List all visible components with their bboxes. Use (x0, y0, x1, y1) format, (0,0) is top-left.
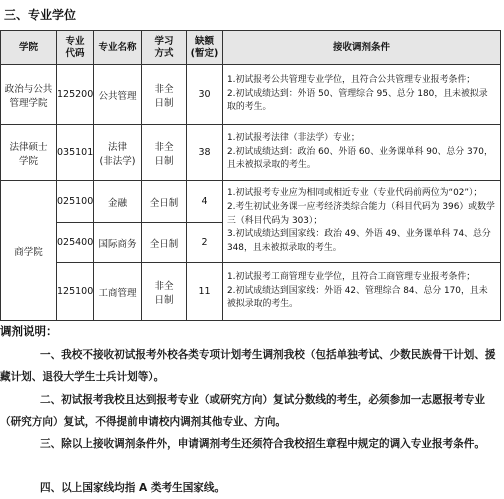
conditions-cell (223, 263, 501, 321)
header-name: 专业名称 (94, 31, 142, 65)
header-college: 学院 (1, 31, 57, 65)
condition-line: 1.初试报考公共管理专业学位，且符合公共管理专业报考条件； (227, 74, 476, 85)
note-item: 三、除以上接收调剂条件外，申请调剂考生还须符合我校招生章程中规定的调入专业报考条件。 (40, 438, 485, 450)
table-row (1, 263, 501, 321)
note-item: 二、初试报考我校且达到报考专业（或研究方向）复试分数线的考生，必须参加一志愿报考专业（研究方向）复试，不得提前申请校内调剂其他专业、方向。 (0, 394, 485, 428)
adjustment-table (0, 30, 501, 321)
conditions-cell (223, 181, 501, 263)
conditions-cell (223, 125, 501, 181)
vacancy-cell: 11 (187, 263, 223, 321)
condition-line: 2.考生初试业务课一应考经济类综合能力（科目代码为 396）或数学三（科目代码为 303）； (227, 201, 495, 226)
mode-cell: 全日制 (142, 223, 187, 263)
mode-cell: 非全 日制 (142, 263, 187, 321)
name-cell: 国际商务 (94, 223, 142, 263)
code-cell: 125200 (57, 65, 94, 125)
table-row (1, 181, 501, 223)
notes-title: 调剂说明： (0, 324, 58, 338)
header-code: 专业 代码 (57, 31, 94, 65)
conditions-cell (223, 65, 501, 125)
college-cell: 政治与公共 管理学院 (1, 65, 57, 125)
vacancy-cell: 4 (187, 181, 223, 223)
condition-line: 3.初试成绩达到国家线：政治 49、外语 49、业务课单科 74、总分 348，且未被拟录取的考生。 (227, 229, 491, 254)
vacancy-cell: 2 (187, 223, 223, 263)
mode-cell: 非全 日制 (142, 65, 187, 125)
code-cell: 025100 (57, 181, 94, 223)
table-header-row (1, 31, 501, 65)
condition-line: 1.初试报考专业应为相同或相近专业（专业代码前两位为“02”）； (227, 188, 483, 198)
code-cell: 035101 (57, 125, 94, 181)
name-cell: 公共管理 (94, 65, 142, 125)
table-row (1, 125, 501, 181)
condition-line: 2.初试成绩达到：政治 60、外语 60、业务课单科 90、总分 370，且未被拟录取的考生。 (227, 146, 493, 171)
section-title: 三、专业学位 (4, 8, 77, 22)
name-cell: 法律 (非法学) (94, 125, 142, 181)
header-conditions: 接收调剂条件 (223, 31, 501, 65)
name-cell: 工商管理 (94, 263, 142, 321)
header-mode: 学习 方式 (142, 31, 187, 65)
college-cell: 法律硕士 学院 (1, 125, 57, 181)
condition-line: 1.初试报考工商管理专业学位，且符合工商管理专业报考条件； (227, 271, 476, 282)
note-item: 一、我校不接收初试报考外校各类专项计划考生调剂我校（包括单独考试、少数民族骨干计划、援藏计划、退役大学生士兵计划等）。 (0, 349, 496, 383)
college-cell: 商学院 (1, 181, 57, 321)
vacancy-cell: 30 (187, 65, 223, 125)
name-cell: 金融 (94, 181, 142, 223)
code-cell: 025400 (57, 223, 94, 263)
condition-line: 1.初试报考法律（非法学）专业； (227, 132, 360, 143)
code-cell: 125100 (57, 263, 94, 321)
condition-line: 2.初试成绩达到：外语 50、管理综合 95、总分 180，且未被拟录取的考生。 (227, 88, 488, 113)
mode-cell: 非全 日制 (142, 125, 187, 181)
mode-cell: 全日制 (142, 181, 187, 223)
note-item: 四、以上国家线均指 A 类考生国家线。 (40, 482, 226, 494)
vacancy-cell: 38 (187, 125, 223, 181)
condition-line: 2.初试成绩达到国家线：外语 42、管理综合 84、总分 170，且未被拟录取的考生。 (227, 285, 488, 310)
table-row (1, 65, 501, 125)
header-vacancy: 缺额 (暂定) (187, 31, 223, 65)
